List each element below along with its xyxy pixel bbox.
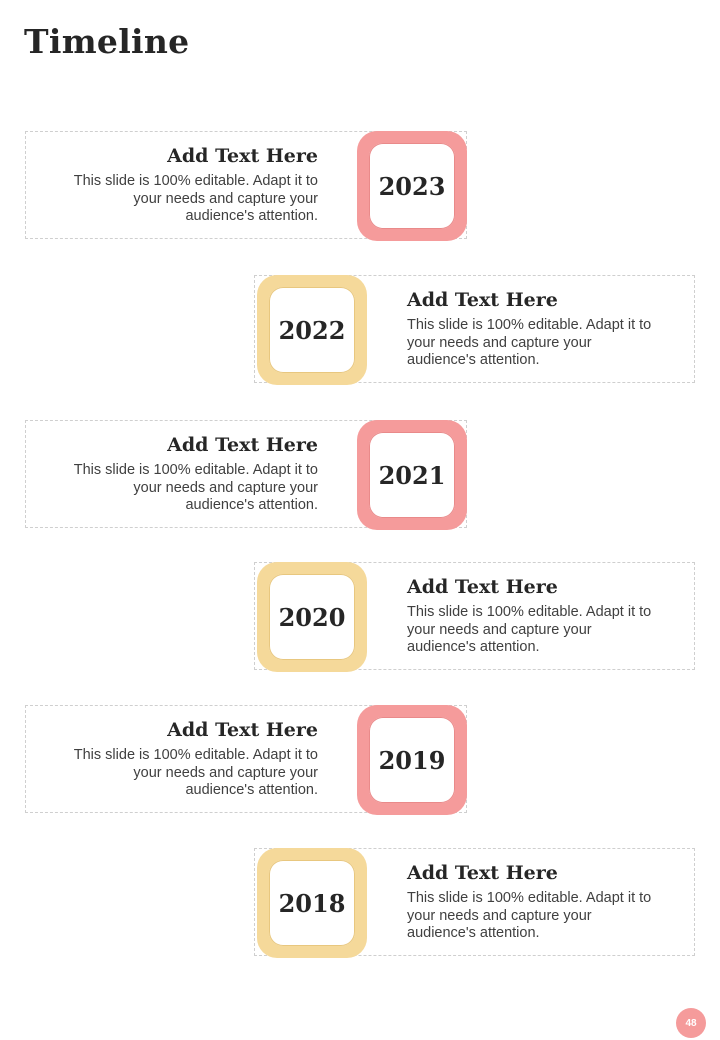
timeline-entry-2020 — [0, 562, 720, 674]
timeline-body-text: This slide is 100% editable. Adapt it to your needs and capture your audience's attention. — [407, 317, 652, 368]
year-label: 2019 — [378, 745, 446, 775]
timeline-text-block — [407, 862, 667, 943]
timeline-entry-2023 — [0, 131, 720, 243]
timeline-entry-2021 — [0, 420, 720, 532]
timeline-body-text: This slide is 100% editable. Adapt it to your needs and capture your audience's attention. — [407, 604, 652, 655]
year-badge-inner — [269, 860, 355, 946]
timeline-heading: Add Text Here — [167, 145, 318, 167]
year-badge-inner — [269, 574, 355, 660]
year-label: 2023 — [378, 171, 446, 201]
timeline-heading: Add Text Here — [167, 434, 318, 456]
page-title: Timeline — [24, 22, 190, 61]
year-label: 2018 — [278, 888, 346, 918]
timeline-text-block — [58, 434, 318, 515]
timeline-body-text: This slide is 100% editable. Adapt it to your needs and capture your audience's attention. — [73, 173, 318, 224]
timeline-entry-2019 — [0, 705, 720, 817]
timeline-text-block — [407, 576, 667, 657]
year-badge-inner — [269, 287, 355, 373]
timeline-text-block — [407, 289, 667, 370]
year-badge-inner — [369, 717, 455, 803]
timeline-heading: Add Text Here — [407, 289, 558, 311]
year-badge — [257, 275, 367, 385]
year-badge-inner — [369, 143, 455, 229]
year-badge — [257, 848, 367, 958]
year-label: 2020 — [278, 602, 346, 632]
year-badge — [357, 705, 467, 815]
timeline-body-text: This slide is 100% editable. Adapt it to your needs and capture your audience's attention. — [73, 747, 318, 798]
timeline-heading: Add Text Here — [407, 862, 558, 884]
timeline-entry-2022 — [0, 275, 720, 387]
timeline-text-block — [58, 145, 318, 226]
year-label: 2021 — [378, 460, 446, 490]
year-badge — [357, 420, 467, 530]
timeline-entry-2018 — [0, 848, 720, 960]
page-number-badge: 48 — [676, 1008, 706, 1038]
timeline-heading: Add Text Here — [407, 576, 558, 598]
year-badge — [357, 131, 467, 241]
year-badge — [257, 562, 367, 672]
year-badge-inner — [369, 432, 455, 518]
timeline-text-block — [58, 719, 318, 800]
timeline-heading: Add Text Here — [167, 719, 318, 741]
timeline-body-text: This slide is 100% editable. Adapt it to your needs and capture your audience's attention. — [407, 890, 652, 941]
timeline-body-text: This slide is 100% editable. Adapt it to your needs and capture your audience's attention. — [73, 462, 318, 513]
year-label: 2022 — [278, 315, 346, 345]
